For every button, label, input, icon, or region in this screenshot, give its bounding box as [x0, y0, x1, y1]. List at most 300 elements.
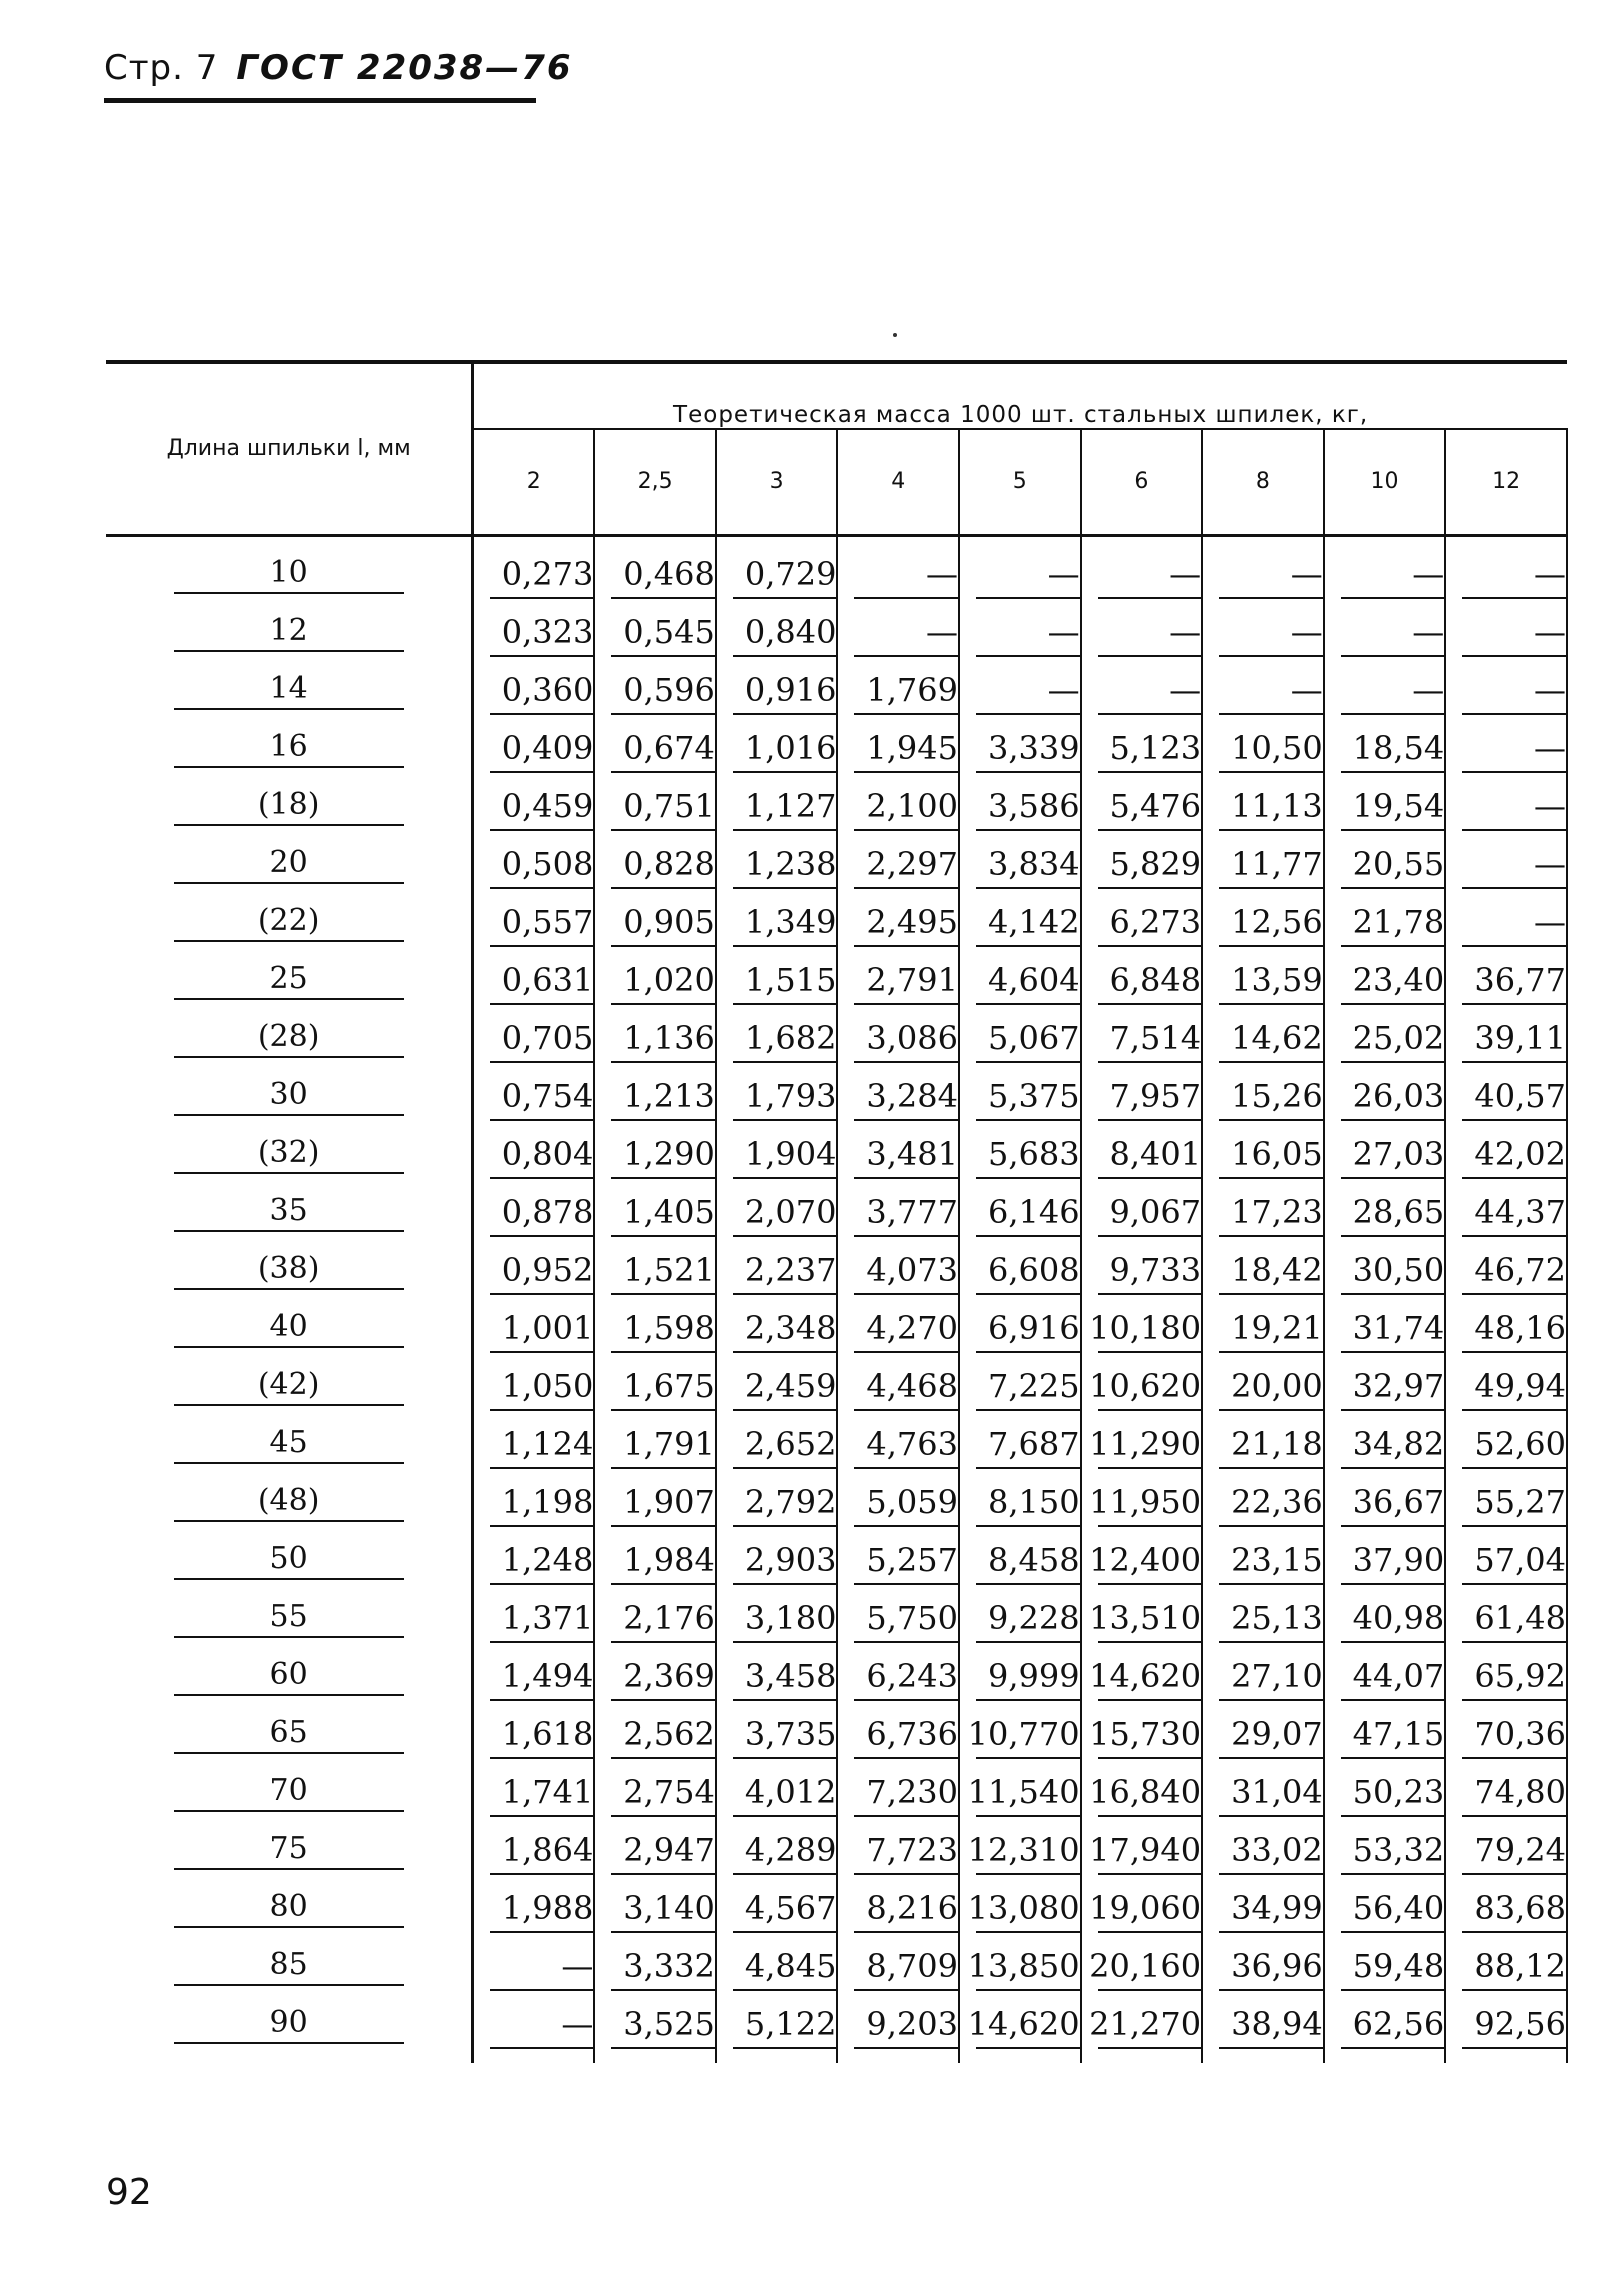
mass-cell	[1081, 1599, 1203, 1657]
cell-underline	[854, 1815, 958, 1817]
mass-value: 9,067	[1109, 1193, 1202, 1231]
mass-value: 11,540	[967, 1773, 1080, 1811]
length-value: 14	[269, 671, 308, 706]
cell-underline	[1462, 887, 1566, 889]
cell-underline	[1341, 829, 1445, 831]
mass-cell	[716, 536, 838, 614]
mass-value: 39,11	[1474, 1019, 1566, 1057]
mass-value: 46,72	[1474, 1251, 1566, 1289]
cell-underline	[1098, 1699, 1202, 1701]
cell-underline	[976, 771, 1080, 773]
cell-underline	[854, 1003, 958, 1005]
mass-value: 6,608	[987, 1251, 1080, 1289]
mass-cell	[716, 1657, 838, 1715]
mass-value: 1,793	[744, 1077, 837, 1115]
mass-cell	[594, 1425, 716, 1483]
cell-underline	[611, 1931, 715, 1933]
mass-cell	[594, 1831, 716, 1889]
table-row	[106, 1483, 1567, 1541]
mass-value: 19,54	[1352, 787, 1445, 825]
cell-underline	[733, 771, 837, 773]
mass-value: 3,086	[866, 1019, 958, 1057]
mass-cell	[594, 787, 716, 845]
mass-value: 36,77	[1474, 961, 1566, 999]
cell-underline	[733, 713, 837, 715]
mass-value: 3,140	[623, 1889, 715, 1927]
mass-cell	[959, 1599, 1081, 1657]
mass-cell	[473, 729, 595, 787]
cell-underline	[976, 1177, 1080, 1179]
cell-underline	[1219, 887, 1323, 889]
mass-value: 6,273	[1109, 903, 1202, 941]
mass-value: 1,945	[866, 729, 958, 767]
mass-cell	[837, 961, 959, 1019]
mass-value: 2,791	[866, 961, 958, 999]
mass-cell	[1081, 613, 1203, 671]
table-row	[106, 2005, 1567, 2063]
cell-underline	[1098, 1583, 1202, 1585]
length-cell	[106, 1425, 473, 1483]
mass-value: 31,04	[1231, 1773, 1323, 1811]
mass-value: 56,40	[1352, 1889, 1445, 1927]
cell-underline	[490, 1583, 593, 1585]
length-cell	[106, 1483, 473, 1541]
header-rule	[104, 98, 536, 103]
row-underline	[174, 1230, 404, 1232]
mass-cell	[1445, 1077, 1567, 1135]
mass-value: 3,525	[623, 2005, 715, 2043]
mass-value: 14,62	[1231, 1019, 1323, 1057]
cell-underline	[490, 1409, 593, 1411]
table-row	[106, 1831, 1567, 1889]
mass-cell	[1081, 1541, 1203, 1599]
cell-underline	[1462, 771, 1566, 773]
mass-value: —	[1534, 729, 1566, 767]
cell-underline	[1219, 1873, 1323, 1875]
cell-underline	[733, 1061, 837, 1063]
cell-underline	[1462, 2047, 1566, 2049]
cell-underline	[976, 1061, 1080, 1063]
mass-cell	[716, 1425, 838, 1483]
row-underline	[174, 1462, 404, 1464]
mass-value: 0,468	[623, 555, 715, 593]
cell-underline	[490, 771, 593, 773]
cell-underline	[1462, 1931, 1566, 1933]
cell-underline	[490, 887, 593, 889]
mass-value: 2,792	[744, 1483, 837, 1521]
row-underline	[174, 708, 404, 710]
cell-underline	[1341, 1989, 1445, 1991]
mass-cell	[594, 536, 716, 614]
cell-underline	[1462, 1641, 1566, 1643]
mass-cell	[1081, 1483, 1203, 1541]
mass-cell	[716, 729, 838, 787]
mass-value: 44,07	[1352, 1657, 1445, 1695]
cell-underline	[854, 1235, 958, 1237]
mass-value: 0,273	[501, 555, 594, 593]
mass-value: 4,567	[744, 1889, 837, 1927]
row-underline	[174, 1636, 404, 1638]
mass-cell	[959, 1309, 1081, 1367]
length-cell	[106, 845, 473, 903]
cell-underline	[611, 655, 715, 657]
mass-cell	[837, 1541, 959, 1599]
mass-cell	[716, 1367, 838, 1425]
mass-value: 0,409	[501, 729, 594, 767]
mass-value: 2,495	[866, 903, 958, 941]
cell-underline	[854, 1931, 958, 1933]
mass-cell	[1324, 1077, 1446, 1135]
mass-cell	[1445, 536, 1567, 614]
mass-cell	[837, 1425, 959, 1483]
mass-value: 2,562	[623, 1715, 715, 1753]
mass-value: 15,730	[1089, 1715, 1202, 1753]
mass-cell	[594, 1599, 716, 1657]
mass-value: 3,586	[987, 787, 1080, 825]
cell-underline	[1341, 1641, 1445, 1643]
mass-cell	[473, 1831, 595, 1889]
mass-value: 3,284	[866, 1077, 958, 1115]
mass-cell	[837, 845, 959, 903]
cell-underline	[733, 1119, 837, 1121]
mass-cell	[1202, 1773, 1324, 1831]
mass-value: 2,237	[744, 1251, 837, 1289]
row-underline	[174, 1404, 404, 1406]
cell-underline	[976, 1119, 1080, 1121]
mass-cell	[959, 961, 1081, 1019]
mass-cell	[959, 1251, 1081, 1309]
cell-underline	[1098, 1525, 1202, 1527]
mass-cell	[594, 1889, 716, 1947]
mass-cell	[1324, 729, 1446, 787]
mass-cell	[594, 1193, 716, 1251]
cell-underline	[611, 1641, 715, 1643]
mass-cell	[959, 903, 1081, 961]
mass-cell	[1081, 1019, 1203, 1077]
mass-value: 1,907	[623, 1483, 715, 1521]
mass-cell	[1081, 1077, 1203, 1135]
cell-underline	[1341, 1931, 1445, 1933]
mass-value: 6,916	[987, 1309, 1080, 1347]
mass-value: 21,18	[1231, 1425, 1323, 1463]
length-value: 30	[269, 1077, 308, 1112]
mass-value: 6,146	[987, 1193, 1080, 1231]
cell-underline	[854, 829, 958, 831]
mass-cell	[959, 1657, 1081, 1715]
mass-cell	[594, 1019, 716, 1077]
length-cell	[106, 1077, 473, 1135]
mass-cell	[716, 1193, 838, 1251]
mass-cell	[1324, 961, 1446, 1019]
mass-cell	[837, 671, 959, 729]
cell-underline	[611, 771, 715, 773]
length-cell	[106, 1193, 473, 1251]
mass-value: 2,176	[623, 1599, 715, 1637]
mass-cell	[1324, 1251, 1446, 1309]
length-value: 75	[269, 1831, 308, 1866]
cell-underline	[854, 1119, 958, 1121]
stray-mark	[893, 333, 897, 337]
mass-value: 0,323	[501, 613, 594, 651]
row-underline	[174, 1172, 404, 1174]
length-cell	[106, 1019, 473, 1077]
cell-underline	[854, 1409, 958, 1411]
mass-value: 27,10	[1231, 1657, 1323, 1695]
mass-cell	[1445, 903, 1567, 961]
mass-value: 0,751	[623, 787, 715, 825]
cell-underline	[976, 1873, 1080, 1875]
mass-value: 5,123	[1109, 729, 1202, 767]
cell-underline	[854, 887, 958, 889]
mass-cell	[473, 1773, 595, 1831]
mass-value: 1,001	[501, 1309, 594, 1347]
cell-underline	[490, 2047, 593, 2049]
cell-underline	[1219, 1003, 1323, 1005]
mass-cell	[473, 1077, 595, 1135]
mass-cell	[594, 1483, 716, 1541]
column-header: 3	[716, 429, 838, 536]
mass-cell	[716, 1831, 838, 1889]
cell-underline	[1341, 771, 1445, 773]
mass-cell	[473, 1657, 595, 1715]
mass-value: 4,763	[866, 1425, 958, 1463]
mass-cell	[473, 1019, 595, 1077]
mass-value: —	[1534, 787, 1566, 825]
mass-cell	[1202, 1541, 1324, 1599]
mass-cell	[1081, 903, 1203, 961]
table-row	[106, 1947, 1567, 2005]
cell-underline	[733, 829, 837, 831]
mass-cell	[959, 729, 1081, 787]
cell-underline	[1341, 1293, 1445, 1295]
mass-cell	[959, 1715, 1081, 1773]
cell-underline	[1341, 1525, 1445, 1527]
mass-value: 57,04	[1474, 1541, 1566, 1579]
mass-value: 0,705	[501, 1019, 594, 1057]
mass-cell	[1324, 1193, 1446, 1251]
mass-value: 40,57	[1474, 1077, 1566, 1115]
length-value: 65	[269, 1715, 308, 1750]
mass-cell	[473, 787, 595, 845]
mass-cell	[837, 1309, 959, 1367]
mass-value: 0,878	[501, 1193, 594, 1231]
cell-underline	[1341, 887, 1445, 889]
mass-cell	[837, 729, 959, 787]
mass-cell	[473, 1425, 595, 1483]
cell-underline	[1098, 1003, 1202, 1005]
mass-cell	[1445, 1425, 1567, 1483]
mass-cell	[1202, 1947, 1324, 2005]
cell-underline	[1219, 1061, 1323, 1063]
mass-cell	[1445, 1947, 1567, 2005]
cell-underline	[733, 1815, 837, 1817]
mass-cell	[1081, 2005, 1203, 2063]
mass-cell	[959, 1425, 1081, 1483]
mass-cell	[1324, 845, 1446, 903]
mass-cell	[594, 1773, 716, 1831]
mass-value: 2,652	[744, 1425, 837, 1463]
mass-cell	[594, 845, 716, 903]
mass-cell	[1202, 1425, 1324, 1483]
cell-underline	[611, 2047, 715, 2049]
length-value: 25	[269, 961, 308, 996]
cell-underline	[1462, 655, 1566, 657]
cell-underline	[1462, 597, 1566, 599]
table-row	[106, 729, 1567, 787]
mass-cell	[1202, 1889, 1324, 1947]
mass-value: 50,23	[1352, 1773, 1445, 1811]
mass-value: 11,290	[1089, 1425, 1202, 1463]
mass-value: 49,94	[1474, 1367, 1566, 1405]
cell-underline	[1462, 1583, 1566, 1585]
mass-cell	[1202, 961, 1324, 1019]
mass-value: 5,683	[987, 1135, 1080, 1173]
cell-underline	[1098, 771, 1202, 773]
mass-cell	[837, 1193, 959, 1251]
table-row	[106, 1251, 1567, 1309]
mass-value: 34,82	[1352, 1425, 1445, 1463]
cell-underline	[490, 829, 593, 831]
length-value: 12	[269, 613, 308, 648]
mass-value: 20,160	[1089, 1947, 1202, 1985]
row-underline	[174, 1694, 404, 1696]
mass-value: 4,604	[987, 961, 1080, 999]
header-row-group	[106, 362, 1567, 429]
mass-cell	[837, 1715, 959, 1773]
mass-cell	[1445, 845, 1567, 903]
cell-underline	[854, 945, 958, 947]
mass-value: 9,733	[1109, 1251, 1202, 1289]
length-cell	[106, 1599, 473, 1657]
mass-value: 48,16	[1474, 1309, 1566, 1347]
mass-cell	[716, 2005, 838, 2063]
mass-value: 8,458	[987, 1541, 1080, 1579]
mass-cell	[716, 787, 838, 845]
mass-value: 7,687	[987, 1425, 1080, 1463]
cell-underline	[490, 1989, 593, 1991]
cell-underline	[1219, 1931, 1323, 1933]
mass-cell	[473, 845, 595, 903]
mass-value: 1,682	[744, 1019, 837, 1057]
length-value: (32)	[257, 1135, 320, 1170]
mass-cell	[716, 1019, 838, 1077]
mass-value: 4,012	[744, 1773, 837, 1811]
cell-underline	[611, 1061, 715, 1063]
cell-underline	[1219, 771, 1323, 773]
mass-value: —	[1169, 671, 1202, 709]
cell-underline	[733, 597, 837, 599]
mass-value: 55,27	[1474, 1483, 1566, 1521]
length-value: 40	[269, 1309, 308, 1344]
mass-value: 23,15	[1231, 1541, 1323, 1579]
cell-underline	[1098, 1467, 1202, 1469]
mass-cell	[1081, 1773, 1203, 1831]
mass-value: 2,297	[866, 845, 958, 883]
mass-cell	[1081, 1715, 1203, 1773]
mass-value: 13,850	[967, 1947, 1080, 1985]
cell-underline	[976, 1003, 1080, 1005]
cell-underline	[490, 1699, 593, 1701]
length-cell	[106, 613, 473, 671]
cell-underline	[976, 887, 1080, 889]
mass-cell	[1445, 961, 1567, 1019]
cell-underline	[1462, 713, 1566, 715]
standard-number: ГОСТ 22038—76	[236, 48, 573, 88]
cell-underline	[976, 1757, 1080, 1759]
mass-cell	[1202, 903, 1324, 961]
mass-cell	[1081, 729, 1203, 787]
cell-underline	[976, 1583, 1080, 1585]
mass-cell	[959, 1483, 1081, 1541]
table-row	[106, 1889, 1567, 1947]
cell-underline	[854, 1061, 958, 1063]
cell-underline	[1098, 1177, 1202, 1179]
cell-underline	[1098, 1235, 1202, 1237]
cell-underline	[611, 1815, 715, 1817]
stub-header: Длина шпильки l, мм	[106, 362, 473, 536]
cell-underline	[976, 2047, 1080, 2049]
mass-value: 1,791	[623, 1425, 715, 1463]
cell-underline	[854, 771, 958, 773]
cell-underline	[1219, 1757, 1323, 1759]
row-underline	[174, 1868, 404, 1870]
mass-cell	[837, 613, 959, 671]
length-cell	[106, 1367, 473, 1425]
mass-value: 5,067	[987, 1019, 1080, 1057]
mass-value: 11,77	[1231, 845, 1323, 883]
cell-underline	[611, 829, 715, 831]
mass-cell	[1081, 1425, 1203, 1483]
cell-underline	[733, 655, 837, 657]
mass-cell	[473, 1135, 595, 1193]
mass-cell	[716, 1715, 838, 1773]
cell-underline	[611, 1351, 715, 1353]
mass-value: 22,36	[1231, 1483, 1323, 1521]
cell-underline	[1341, 1235, 1445, 1237]
mass-cell	[1081, 845, 1203, 903]
mass-value: 1,050	[501, 1367, 594, 1405]
cell-underline	[1098, 945, 1202, 947]
mass-value: 3,458	[744, 1657, 837, 1695]
mass-cell	[1202, 1367, 1324, 1425]
cell-underline	[854, 1699, 958, 1701]
mass-value: 1,984	[623, 1541, 715, 1579]
length-value: 60	[269, 1657, 308, 1692]
cell-underline	[733, 1467, 837, 1469]
table-row	[106, 1193, 1567, 1251]
column-header: 12	[1445, 429, 1567, 536]
cell-underline	[490, 1177, 593, 1179]
cell-underline	[1219, 1351, 1323, 1353]
mass-value: 2,070	[744, 1193, 837, 1231]
mass-cell	[837, 1773, 959, 1831]
mass-value: 14,620	[1089, 1657, 1202, 1695]
mass-cell	[716, 961, 838, 1019]
mass-value: 1,769	[866, 671, 958, 709]
mass-value: 15,26	[1231, 1077, 1323, 1115]
mass-value: 36,67	[1352, 1483, 1445, 1521]
mass-value: —	[1534, 555, 1566, 593]
mass-cell	[473, 671, 595, 729]
mass-value: —	[1047, 671, 1080, 709]
mass-cell	[1445, 1541, 1567, 1599]
mass-value: 34,99	[1231, 1889, 1323, 1927]
mass-value: 1,521	[623, 1251, 715, 1289]
mass-value: 4,073	[866, 1251, 958, 1289]
mass-value: —	[1290, 613, 1323, 651]
length-value: (48)	[257, 1483, 320, 1518]
mass-cell	[1324, 1947, 1446, 2005]
